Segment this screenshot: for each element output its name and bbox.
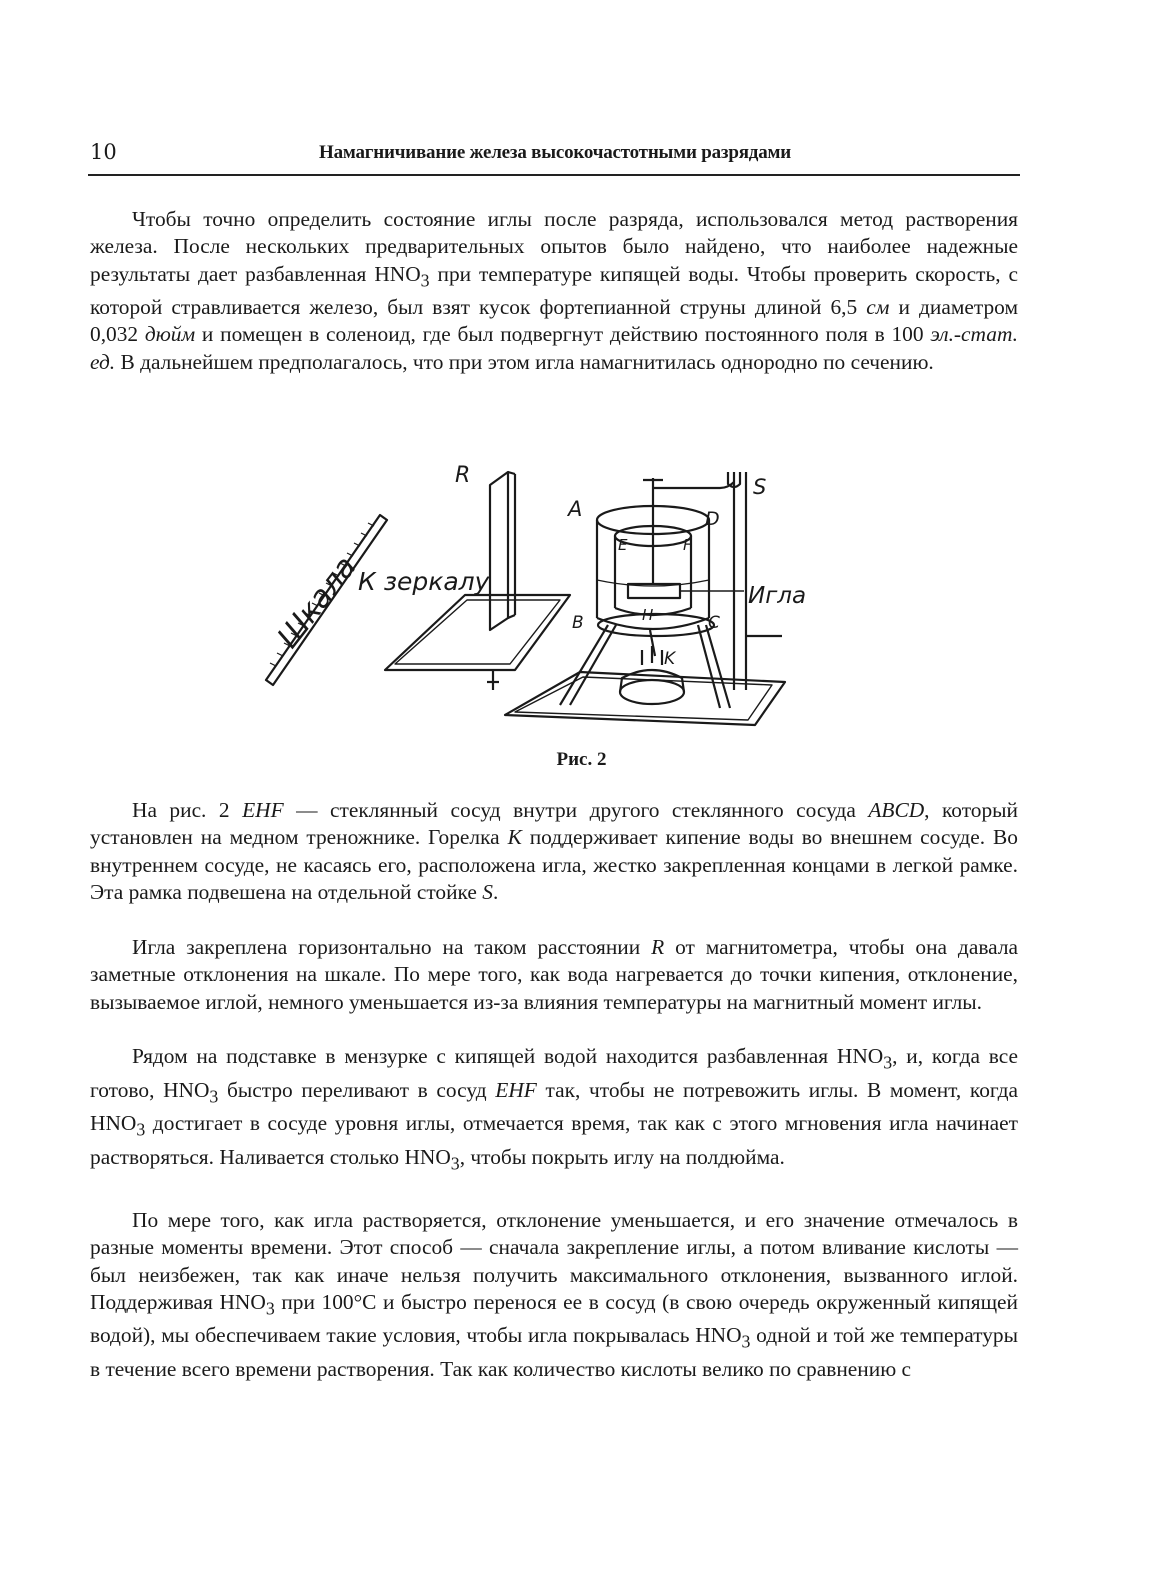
label-s: S <box>753 475 767 499</box>
symbol-italic: EHF <box>495 1077 537 1102</box>
symbol-italic: EHF <box>242 798 284 822</box>
paragraph-1 <box>90 206 1018 376</box>
unit-italic: см <box>866 295 890 320</box>
text-run: быстро переливают в сосуд <box>218 1077 496 1102</box>
paragraph-4 <box>90 1043 1018 1177</box>
label-needle: Игла <box>748 583 807 609</box>
label-k: K <box>664 649 676 669</box>
label-r: R <box>455 463 471 488</box>
base-plate <box>385 595 570 670</box>
text-run: так, чтобы не потревожить иглы. В момент, когда HNO <box>90 1077 1019 1136</box>
text-run: одной и той же температуры в течение всего времени растворения. Так как количество кислоты велико по сравнению с <box>90 1323 1018 1382</box>
figure-caption: Рис. 2 <box>556 749 607 770</box>
text-run: , чтобы покрыть иглу на полдюйма. <box>459 1144 785 1169</box>
running-title: Намагничивание железа высокочастотными разрядами <box>319 142 791 163</box>
figure-2 <box>250 450 850 740</box>
label-a: A <box>568 497 583 521</box>
mirror-post <box>487 472 515 690</box>
symbol-italic: R <box>651 935 665 959</box>
header-rule <box>88 174 1020 176</box>
label-scale: Шкала <box>270 549 364 655</box>
text-run: достигает в сосуде уровня иглы, отмечается время, так как с этого мгновения игла начинает растворяться. Наливается столько HNO <box>90 1111 1018 1169</box>
subscript: 3 <box>265 1298 275 1319</box>
label-h: H <box>642 606 654 624</box>
label-b: B <box>572 613 584 633</box>
inner-vessel <box>615 506 744 615</box>
apparatus-diagram <box>250 450 850 740</box>
subscript: 3 <box>450 1153 460 1174</box>
subscript: 3 <box>741 1331 751 1352</box>
text-run: — стеклянный сосуд внутри другого стеклянного сосуда <box>283 798 869 822</box>
paragraph-5 <box>90 1207 1018 1383</box>
unit-italic: дюйм <box>144 322 196 347</box>
page-number: 10 <box>90 140 117 164</box>
label-d: D <box>705 508 720 530</box>
text-run: поддерживает кипение воды во внешнем сосуде. Во внутреннем сосуде, не касаясь его, расположена игла, жестко закрепленная концами в легкой рамке. Эта рамка подвешена на отдельной стойке <box>90 825 1018 904</box>
unit-italic: эл.-стат. ед. <box>90 322 1018 374</box>
label-c: C <box>708 613 720 633</box>
text-run: Игла закреплена горизонтально на таком расстоянии <box>132 935 652 959</box>
label-to-mirror: К зеркалу <box>358 567 490 596</box>
text-run: Рядом на подставке в мензурке с кипящей водой находится разбавленная HNO <box>132 1044 884 1068</box>
subscript: 3 <box>883 1052 893 1073</box>
text-run: По мере того, как игла растворяется, отклонение уменьшается, и его значение отмечалось в разные моменты времени. Этот способ — сначала закрепление иглы, а потом вливание кислоты — был неизбежен, так как иначе нельзя получить максимального отклонения, вызванного иглой. Поддерживая HNO <box>90 1208 1018 1314</box>
symbol-italic: S <box>482 879 493 904</box>
symbol-italic: K <box>507 825 522 850</box>
text-run: На рис. 2 <box>132 798 243 822</box>
paragraph-2 <box>90 797 1018 906</box>
label-e: E <box>618 536 628 554</box>
text-run: и помещен в соленоид, где был подвергнут действию постоянного поля в 100 <box>195 322 931 347</box>
symbol-italic: ABCD <box>868 798 925 822</box>
text-run: от магнитометра, чтобы она давала заметные отклонения на шкале. По мере того, как вода нагревается до точки кипения, отклонение, вызываемое иглой, немного уменьшается из-за влияния температуры на магнитный момент иглы. <box>90 935 1018 1014</box>
text-run: , и, когда все готово, HNO <box>90 1044 1018 1102</box>
text-run: , который установлен на медном треножнике. Горелка <box>90 798 1018 850</box>
subscript: 3 <box>420 269 430 290</box>
paragraph-3 <box>90 934 1018 1016</box>
subscript: 3 <box>136 1119 146 1140</box>
text-run: В дальнейшем предполагалось, что при этом игла намагнитилась однородно по сечению. <box>115 349 934 374</box>
text-run: при температуре кипящей воды. Чтобы проверить скорость, с которой стравливается железо, был взят кусок фортепианной струны длиной 6,5 <box>90 261 1018 320</box>
text-run: Чтобы точно определить состояние иглы после разряда, использовался метод растворения железа. После нескольких предварительных опытов было найдено, что наиболее надежные результаты дает разбавленная HNO <box>90 207 1018 286</box>
text-run: при 100°C и быстро перенося ее в сосуд (в свою очередь окруженный кипящей водой), мы обеспечиваем такие условия, чтобы игла покрывалась HNO <box>90 1289 1018 1348</box>
text-run: и диаметром 0,032 <box>90 295 1018 347</box>
text-run: . <box>492 879 499 904</box>
running-head <box>90 140 1020 174</box>
subscript: 3 <box>209 1085 219 1106</box>
label-f: F <box>683 536 692 554</box>
